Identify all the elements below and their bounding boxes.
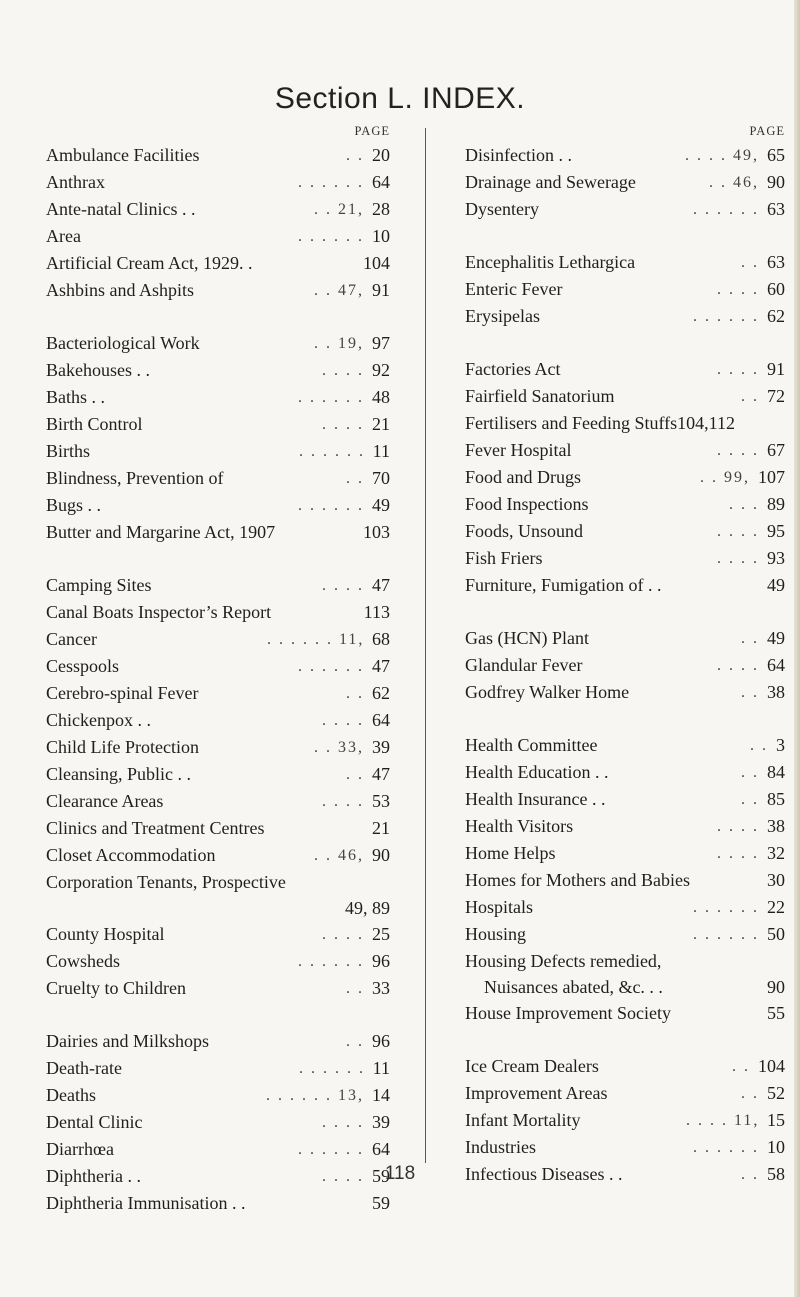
entry-topic: Nuisances abated, &c. . . [484,977,663,997]
index-entry [46,1055,390,1082]
entry-leader-dots: . . [346,766,364,783]
entry-page-ref: 64 [767,655,785,675]
index-entry [465,383,785,410]
entry-page-ref: 52 [767,1083,785,1103]
entry-topic: Gas (HCN) Plant [465,628,589,648]
index-entry [465,437,785,464]
entry-topic: Ashbins and Ashpits [46,280,195,300]
section-gap [465,1027,785,1053]
entry-topic: Glandular Fever [465,655,583,675]
entry-leader-dots: . . . . . . 11, [267,631,365,648]
entry-leader-dots: . . . . [322,577,364,594]
entry-leader-dots: . . . . [322,1114,364,1131]
entry-leader-dots: . . . . [322,926,364,943]
entry-leader-dots: . . . . [717,361,759,378]
entry-page-ref: 96 [372,951,390,971]
entry-topic: Encephalitis Lethargica [465,252,636,272]
entry-topic: Infant Mortality [465,1110,581,1130]
entry-leader-dots: . . . . [717,657,759,674]
entry-page-ref: 64 [372,710,390,730]
entry-page-ref: 20 [372,145,390,165]
index-entry [46,948,390,975]
entry-leader-dots: . . [346,1033,364,1050]
entry-leader-dots: . . . . [322,793,364,810]
entry-page-ref: 95 [767,521,785,541]
entry-page-ref: 55 [767,1003,785,1023]
index-entry [46,921,390,948]
entry-topic: Corporation Tenants, Prospective [46,872,286,892]
index-entry [46,572,390,599]
index-list-left [46,142,390,1217]
entry-page-ref: 25 [372,924,390,944]
entry-topic: Ambulance Facilities [46,145,200,165]
entry-page-ref: 47 [372,764,390,784]
entry-leader-dots: . . 47, [314,282,364,299]
entry-leader-dots: . . [741,791,759,808]
entry-leader-dots: . . . . . . [298,174,364,191]
entry-topic: Homes for Mothers and Babies [465,870,690,890]
entry-page-ref: 53 [372,791,390,811]
index-entry [465,625,785,652]
entry-topic: Diarrhœa [46,1139,114,1159]
index-entry [46,384,390,411]
entry-topic: Fish Friers [465,548,543,568]
entry-leader-dots: . . 99, [700,469,750,486]
entry-leader-dots: . . . . . . [298,389,364,406]
index-entry [465,1134,785,1161]
entry-topic: Chickenpox . . [46,710,151,730]
entry-topic: Housing [465,924,527,944]
entry-topic: Fever Hospital [465,440,572,460]
entry-topic: Health Education . . [465,762,609,782]
entry-topic: Bacteriological Work [46,333,200,353]
index-entry [465,679,785,706]
entry-leader-dots: . . . . [717,845,759,862]
entry-page-ref: 91 [767,359,785,379]
entry-leader-dots: . . [741,630,759,647]
entry-topic: Infectious Diseases . . [465,1164,623,1184]
index-entry [46,815,390,842]
entry-page-ref: 96 [372,1031,390,1051]
entry-topic: Bugs . . [46,495,102,515]
entry-leader-dots: . . [750,737,768,754]
index-entry [46,975,390,1002]
entry-leader-dots: . . . . 49, [685,147,759,164]
entry-page-ref: 11 [372,1058,390,1078]
index-entry [46,599,390,626]
entry-topic: Butter and Margarine Act, 1907 [46,522,276,542]
entry-leader-dots: . . . . [717,281,759,298]
index-entry [46,1190,390,1217]
entry-page-ref: 64 [372,1139,390,1159]
entry-leader-dots: . . 46, [314,847,364,864]
entry-topic: Home Helps [465,843,556,863]
entry-topic: Health Visitors [465,816,574,836]
entry-page-ref: 28 [372,199,390,219]
entry-topic: Cerebro-spinal Fever [46,683,199,703]
entry-leader-dots: . . . . [717,550,759,567]
entry-topic: Diphtheria . . [46,1166,141,1186]
entry-page-ref: 38 [767,816,785,836]
entry-topic: Erysipelas [465,306,540,326]
index-column-right [465,120,785,1188]
entry-leader-dots: . . [346,470,364,487]
column-divider [425,128,426,1163]
index-entry [46,788,390,815]
entry-leader-dots: . . 33, [314,739,364,756]
entry-topic: Furniture, Fumigation of . . [465,575,662,595]
entry-leader-dots: . . [741,254,759,271]
entry-topic: Camping Sites [46,575,152,595]
entry-page-ref: 67 [767,440,785,460]
entry-leader-dots: . . . . . . [693,201,759,218]
entry-page-ref: 92 [372,360,390,380]
entry-page-ref: 49, 89 [345,898,390,918]
entry-topic: Ante-natal Clinics . . [46,199,196,219]
entry-page-ref: 84 [767,762,785,782]
entry-page-ref: 113 [363,602,390,622]
index-entry [465,840,785,867]
index-entry [46,734,390,761]
section-gap [465,223,785,249]
entry-leader-dots: . . . . . . [298,658,364,675]
index-entry [46,1082,390,1109]
index-entry [465,1080,785,1107]
entry-topic: Area [46,226,81,246]
entry-page-ref: 89 [767,494,785,514]
entry-page-ref: 91 [372,280,390,300]
index-entry [465,948,785,975]
index-entry [465,249,785,276]
entry-page-ref: 104 [363,253,390,273]
entry-page-ref: 33 [372,978,390,998]
entry-leader-dots: . . . . [717,523,759,540]
entry-topic: Food and Drugs [465,467,581,487]
entry-page-ref: 58 [767,1164,785,1184]
entry-page-ref: 10 [767,1137,785,1157]
entry-leader-dots: . . . . 11, [686,1112,760,1129]
index-entry [46,842,390,869]
entry-topic: Cesspools [46,656,120,676]
entry-leader-dots: . . [346,685,364,702]
entry-page-ref: 48 [372,387,390,407]
index-entry [46,761,390,788]
index-entry [465,196,785,223]
entry-page-ref: 85 [767,789,785,809]
entry-page-ref: 64 [372,172,390,192]
index-entry [465,813,785,840]
index-entry [465,975,785,1000]
page-column-header: PAGE [354,124,390,138]
entry-leader-dots: . . . . [322,712,364,729]
entry-page-ref: 70 [372,468,390,488]
entry-page-ref: 39 [372,737,390,757]
page-number: 118 [384,1163,416,1184]
entry-leader-dots: . . . . . . [693,926,759,943]
entry-topic: Birth Control [46,414,143,434]
entry-page-ref: 47 [372,656,390,676]
entry-page-ref: 14 [372,1085,390,1105]
index-entry [46,223,390,250]
entry-page-ref: 62 [767,306,785,326]
index-entry [465,759,785,786]
index-entry [46,277,390,304]
entry-page-ref: 15 [767,1110,785,1130]
entry-leader-dots: . . . . . . [693,899,759,916]
entry-page-ref: 11 [372,441,390,461]
entry-page-ref: 90 [767,172,785,192]
entry-page-ref: 3 [776,735,785,755]
entry-page-ref: 60 [767,279,785,299]
entry-page-ref: 30 [767,870,785,890]
index-entry [46,1028,390,1055]
entry-topic: Cancer [46,629,97,649]
entry-leader-dots: . . . . . . [298,953,364,970]
index-entry [465,652,785,679]
entry-page-ref: 47 [372,575,390,595]
entry-page-ref: 93 [767,548,785,568]
entry-page-ref: 49 [767,575,785,595]
entry-leader-dots: . . . . [717,818,759,835]
index-entry [46,707,390,734]
index-entry [465,464,785,491]
entry-topic: Factories Act [465,359,561,379]
entry-leader-dots: . . [346,147,364,164]
index-entry [465,1107,785,1134]
entry-topic: Disinfection . . [465,145,572,165]
entry-page-ref: 32 [767,843,785,863]
entry-leader-dots: . . . . . . [298,228,364,245]
entry-page-ref: 65 [767,145,785,165]
entry-page-ref: 21 [372,414,390,434]
entry-topic: Dysentery [465,199,539,219]
entry-topic: House Improvement Society [465,1003,671,1023]
entry-page-ref: 22 [767,897,785,917]
index-entry [465,572,785,599]
index-entry [465,142,785,169]
entry-topic: Ice Cream Dealers [465,1056,599,1076]
entry-topic: County Hospital [46,924,165,944]
entry-topic: Cowsheds [46,951,121,971]
page-column-header: PAGE [749,124,785,138]
entry-page-ref: 59 [372,1166,390,1186]
entry-leader-dots: . . [346,980,364,997]
index-entry [465,786,785,813]
entry-topic: Births [46,441,91,461]
entry-topic: Baths . . [46,387,106,407]
section-gap [465,330,785,356]
entry-topic: Clearance Areas [46,791,164,811]
entry-topic: Artificial Cream Act, 1929. . [46,253,253,273]
entry-page-ref: 49 [767,628,785,648]
entry-topic: Fertilisers and Feeding Stuffs104,112 [465,413,735,433]
index-entry [46,626,390,653]
index-entry [465,894,785,921]
index-entry [46,680,390,707]
entry-page-ref: 38 [767,682,785,702]
entry-leader-dots: . . [741,764,759,781]
index-entry [465,1000,785,1027]
index-entry [465,410,785,437]
entry-page-ref: 63 [767,199,785,219]
entry-page-ref: 68 [372,629,390,649]
index-entry [46,492,390,519]
entry-topic: Foods, Unsound [465,521,584,541]
entry-topic: Canal Boats Inspector’s Report [46,602,272,622]
index-entry [46,653,390,680]
paper-edge [794,0,800,1297]
entry-leader-dots: . . . [729,496,759,513]
index-entry [465,921,785,948]
index-entry [465,303,785,330]
index-entry [46,869,390,896]
index-entry [465,356,785,383]
entry-leader-dots: . . . . [717,442,759,459]
entry-topic: Cleansing, Public . . [46,764,191,784]
entry-page-ref: 50 [767,924,785,944]
entry-topic: Fairfield Sanatorium [465,386,615,406]
index-entry [465,169,785,196]
index-entry [46,169,390,196]
entry-page-ref: 59 [372,1193,390,1213]
entry-leader-dots: . . 21, [314,201,364,218]
section-gap [46,304,390,330]
entry-topic: Improvement Areas [465,1083,608,1103]
index-entry [46,1136,390,1163]
entry-topic: Diphtheria Immunisation . . [46,1193,246,1213]
entry-topic: Drainage and Sewerage [465,172,636,192]
entry-leader-dots: . . . . . . [298,497,364,514]
index-entry [465,1053,785,1080]
entry-topic: Hospitals [465,897,534,917]
entry-topic: Dairies and Milkshops [46,1031,209,1051]
index-entry [465,545,785,572]
entry-leader-dots: . . . . . . [299,1060,365,1077]
entry-leader-dots: . . . . . . [693,308,759,325]
entry-topic: Food Inspections [465,494,589,514]
entry-page-ref: 107 [758,467,785,487]
entry-page-ref: 90 [372,845,390,865]
index-entry [46,196,390,223]
index-entry [46,142,390,169]
entry-leader-dots: . . 46, [709,174,759,191]
entry-leader-dots: . . . . . . 13, [266,1087,364,1104]
entry-page-ref: 21 [372,818,390,838]
entry-leader-dots: . . [741,388,759,405]
entry-topic: Housing Defects remedied, [465,951,662,971]
entry-topic: Industries [465,1137,536,1157]
index-entry [465,867,785,894]
section-gap [465,706,785,732]
entry-page-ref: 63 [767,252,785,272]
index-entry [46,896,390,921]
index-entry [46,357,390,384]
entry-page-ref: 49 [372,495,390,515]
index-entry [46,330,390,357]
entry-leader-dots: . . . . . . [298,1141,364,1158]
entry-topic: Bakehouses . . [46,360,150,380]
entry-topic: Clinics and Treatment Centres [46,818,265,838]
index-entry [46,411,390,438]
index-entry [46,519,390,546]
entry-topic: Closet Accommodation [46,845,216,865]
index-list-right [465,142,785,1188]
entry-page-ref: 97 [372,333,390,353]
page-title: Section L. INDEX. [274,82,526,115]
entry-leader-dots: . . . . [322,1168,364,1185]
index-entry [465,518,785,545]
entry-leader-dots: . . [741,1085,759,1102]
entry-topic: Child Life Protection [46,737,199,757]
entry-topic: Anthrax [46,172,105,192]
index-entry [46,438,390,465]
index-entry [46,465,390,492]
section-gap [46,1002,390,1028]
section-gap [46,546,390,572]
entry-leader-dots: . . . . [322,416,364,433]
entry-topic: Deaths [46,1085,96,1105]
entry-page-ref: 90 [767,977,785,997]
entry-topic: Health Insurance . . [465,789,606,809]
entry-topic: Blindness, Prevention of [46,468,224,488]
entry-leader-dots: . . [732,1058,750,1075]
entry-leader-dots: . . . . . . [299,443,365,460]
index-entry [46,250,390,277]
entry-leader-dots: . . . . [322,362,364,379]
entry-page-ref: 10 [372,226,390,246]
entry-page-ref: 103 [363,522,390,542]
entry-page-ref: 72 [767,386,785,406]
index-entry [465,276,785,303]
entry-topic: Enteric Fever [465,279,563,299]
entry-page-ref: 39 [372,1112,390,1132]
index-entry [465,491,785,518]
entry-leader-dots: . . [741,1166,759,1183]
entry-topic: Godfrey Walker Home [465,682,630,702]
entry-topic: Health Committee [465,735,598,755]
index-entry [465,732,785,759]
entry-page-ref: 104 [758,1056,785,1076]
entry-topic: Dental Clinic [46,1112,143,1132]
index-entry [46,1109,390,1136]
entry-leader-dots: . . [741,684,759,701]
entry-page-ref: 62 [372,683,390,703]
section-gap [465,599,785,625]
entry-leader-dots: . . . . . . [693,1139,759,1156]
index-column-left [46,120,390,1217]
entry-topic: Death-rate [46,1058,122,1078]
entry-leader-dots: . . 19, [314,335,364,352]
entry-topic: Cruelty to Children [46,978,186,998]
